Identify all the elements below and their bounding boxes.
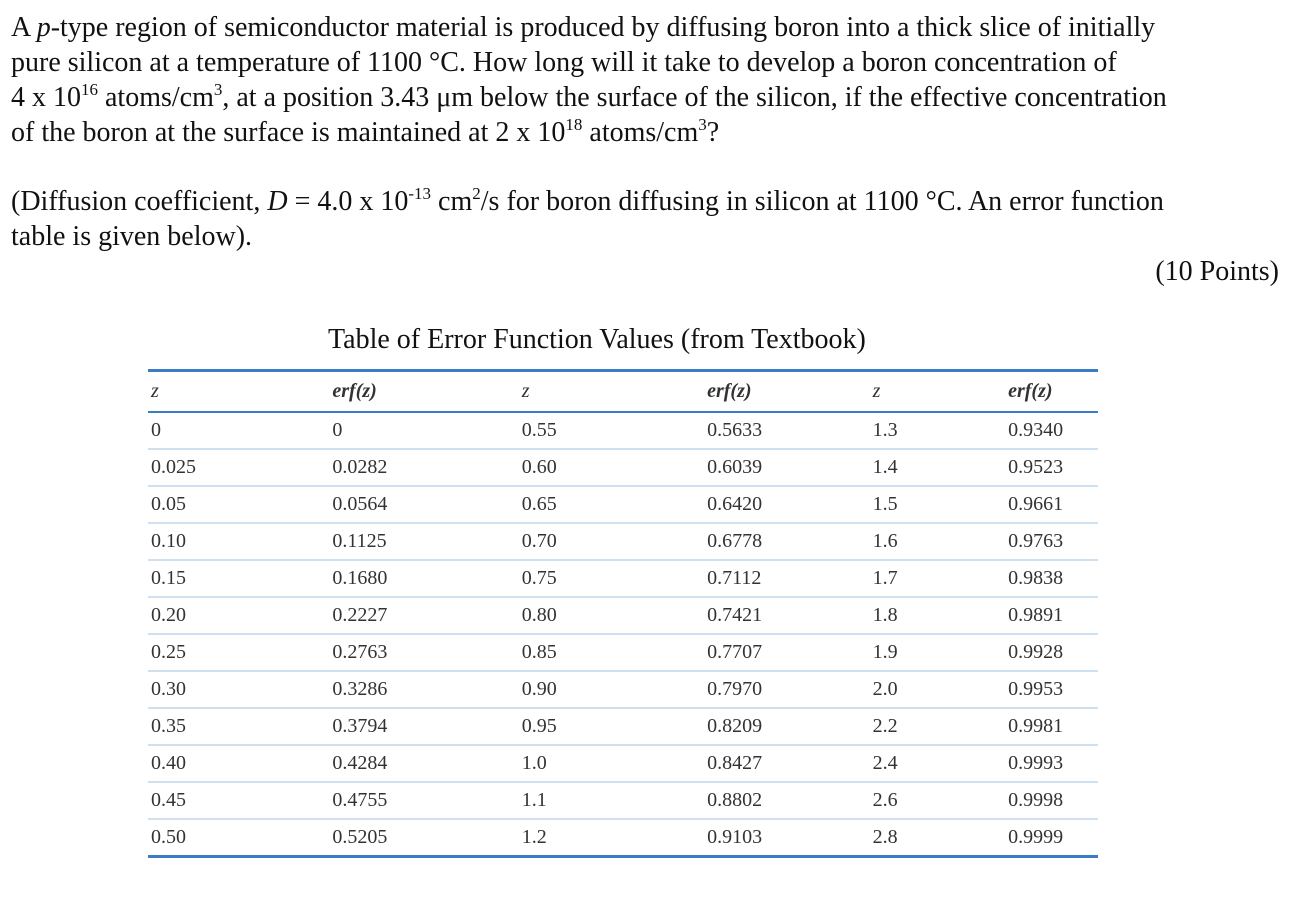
problem-text: , at a position 3.43 μm below the surface of the silicon, if the effective concentration xyxy=(222,82,1167,113)
table-cell: 0.50 xyxy=(148,819,332,857)
problem-text: atoms/cm xyxy=(582,117,699,148)
problem-statement xyxy=(11,10,1286,254)
table-cell: 0.9999 xyxy=(1008,819,1098,857)
table-cell: 0.2763 xyxy=(332,634,521,671)
table-cell: 2.4 xyxy=(873,745,1009,782)
problem-text: atoms/cm xyxy=(98,82,214,113)
table-cell: 0.025 xyxy=(148,449,332,486)
table-cell: 2.2 xyxy=(873,708,1009,745)
table-cell: 0.05 xyxy=(148,486,332,523)
table-cell: 1.0 xyxy=(522,745,707,782)
table-cell: 1.3 xyxy=(873,412,1009,449)
table-cell: 0.9340 xyxy=(1008,412,1098,449)
diffusion-symbol: D xyxy=(267,186,288,217)
problem-text: pure silicon at a temperature of 1100 °C. How long will it take to develop a boron concentration of xyxy=(11,47,1117,78)
table-cell: 0 xyxy=(148,412,332,449)
exponent: -13 xyxy=(408,184,432,203)
problem-text: /s for boron diffusing in silicon at 1100 °C. An error function xyxy=(480,186,1164,217)
exponent: 18 xyxy=(565,115,583,134)
table-row xyxy=(148,819,1098,857)
problem-text: table is given below). xyxy=(11,221,253,252)
column-header: erf(z) xyxy=(707,371,873,413)
table-cell: 0.30 xyxy=(148,671,332,708)
table-row xyxy=(148,560,1098,597)
exponent: 2 xyxy=(472,184,481,203)
table-cell: 0.7707 xyxy=(707,634,873,671)
table-cell: 1.2 xyxy=(522,819,707,857)
column-header: z xyxy=(148,371,332,413)
table-row xyxy=(148,597,1098,634)
table-cell: 1.1 xyxy=(522,782,707,819)
table-cell: 0.9103 xyxy=(707,819,873,857)
table-cell: 0.5633 xyxy=(707,412,873,449)
table-cell: 0.8209 xyxy=(707,708,873,745)
table-cell: 1.6 xyxy=(873,523,1009,560)
table-cell: 0.6778 xyxy=(707,523,873,560)
table-cell: 0.4755 xyxy=(332,782,521,819)
table-cell: 0.80 xyxy=(522,597,707,634)
table-row xyxy=(148,708,1098,745)
table-cell: 0.75 xyxy=(522,560,707,597)
column-header: erf(z) xyxy=(332,371,521,413)
p-type-symbol: p xyxy=(36,12,51,43)
table-header-row xyxy=(148,371,1098,413)
column-header: z xyxy=(522,371,707,413)
table-cell: 0.9763 xyxy=(1008,523,1098,560)
column-header: erf(z) xyxy=(1008,371,1098,413)
table-cell: 0.8427 xyxy=(707,745,873,782)
table-cell: 0.35 xyxy=(148,708,332,745)
table-cell: 0.85 xyxy=(522,634,707,671)
exponent: 3 xyxy=(698,115,707,134)
column-header: z xyxy=(873,371,1009,413)
table-cell: 0.9928 xyxy=(1008,634,1098,671)
problem-text: 4 x 10 xyxy=(11,82,81,113)
table-cell: 0.3794 xyxy=(332,708,521,745)
table-cell: 0.15 xyxy=(148,560,332,597)
table-cell: 1.4 xyxy=(873,449,1009,486)
table-cell: 0.70 xyxy=(522,523,707,560)
table-cell: 0.9523 xyxy=(1008,449,1098,486)
table-cell: 0.9891 xyxy=(1008,597,1098,634)
table-cell: 0.6039 xyxy=(707,449,873,486)
table-cell: 0.1125 xyxy=(332,523,521,560)
table-cell: 0.7970 xyxy=(707,671,873,708)
table-cell: 0.45 xyxy=(148,782,332,819)
table-cell: 0.9998 xyxy=(1008,782,1098,819)
problem-text: (Diffusion coefficient, xyxy=(11,186,268,217)
table-cell: 0.9953 xyxy=(1008,671,1098,708)
table-cell: 0.0564 xyxy=(332,486,521,523)
table-cell: 1.5 xyxy=(873,486,1009,523)
table-row xyxy=(148,412,1098,449)
table-cell: 0.9993 xyxy=(1008,745,1098,782)
error-function-table xyxy=(148,369,1098,858)
table-cell: 0.95 xyxy=(522,708,707,745)
table-cell: 1.7 xyxy=(873,560,1009,597)
table-cell: 0.40 xyxy=(148,745,332,782)
problem-text: of the boron at the surface is maintained at 2 x 10 xyxy=(11,117,566,148)
points-label: (10 Points) xyxy=(1155,256,1279,287)
table-row xyxy=(148,634,1098,671)
table-cell: 0 xyxy=(332,412,521,449)
table-cell: 0.25 xyxy=(148,634,332,671)
table-cell: 0.1680 xyxy=(332,560,521,597)
table-cell: 0.10 xyxy=(148,523,332,560)
table-cell: 0.7112 xyxy=(707,560,873,597)
table-cell: 2.6 xyxy=(873,782,1009,819)
exponent: 16 xyxy=(81,80,98,99)
problem-text: A xyxy=(11,12,37,43)
given-data-paragraph xyxy=(11,184,1286,254)
table-cell: 0.3286 xyxy=(332,671,521,708)
problem-paragraph xyxy=(11,10,1286,150)
table-cell: 0.6420 xyxy=(707,486,873,523)
table-cell: 0.4284 xyxy=(332,745,521,782)
table-cell: 0.8802 xyxy=(707,782,873,819)
table-row xyxy=(148,449,1098,486)
table-cell: 0.60 xyxy=(522,449,707,486)
table-body xyxy=(148,412,1098,857)
table-cell: 1.8 xyxy=(873,597,1009,634)
problem-text: -type region of semiconductor material is produced by diffusing boron into a thick slice of initially xyxy=(50,12,1156,43)
exponent: 3 xyxy=(213,80,223,99)
table-row xyxy=(148,523,1098,560)
table-cell: 0.9838 xyxy=(1008,560,1098,597)
table-row xyxy=(148,671,1098,708)
problem-text: = 4.0 x 10 xyxy=(287,186,409,217)
table-cell: 0.90 xyxy=(522,671,707,708)
table-cell: 0.65 xyxy=(522,486,707,523)
table-row xyxy=(148,745,1098,782)
table-cell: 0.9981 xyxy=(1008,708,1098,745)
table-cell: 0.0282 xyxy=(332,449,521,486)
table-cell: 2.8 xyxy=(873,819,1009,857)
table-title: Table of Error Function Values (from Textbook) xyxy=(328,324,866,355)
table-row xyxy=(148,486,1098,523)
table-cell: 0.5205 xyxy=(332,819,521,857)
table-cell: 0.2227 xyxy=(332,597,521,634)
table-cell: 0.55 xyxy=(522,412,707,449)
table-cell: 0.20 xyxy=(148,597,332,634)
problem-text: cm xyxy=(431,186,473,217)
problem-text: ? xyxy=(706,117,720,148)
table-cell: 2.0 xyxy=(873,671,1009,708)
table-cell: 0.7421 xyxy=(707,597,873,634)
table-row xyxy=(148,782,1098,819)
table-cell: 0.9661 xyxy=(1008,486,1098,523)
table-cell: 1.9 xyxy=(873,634,1009,671)
